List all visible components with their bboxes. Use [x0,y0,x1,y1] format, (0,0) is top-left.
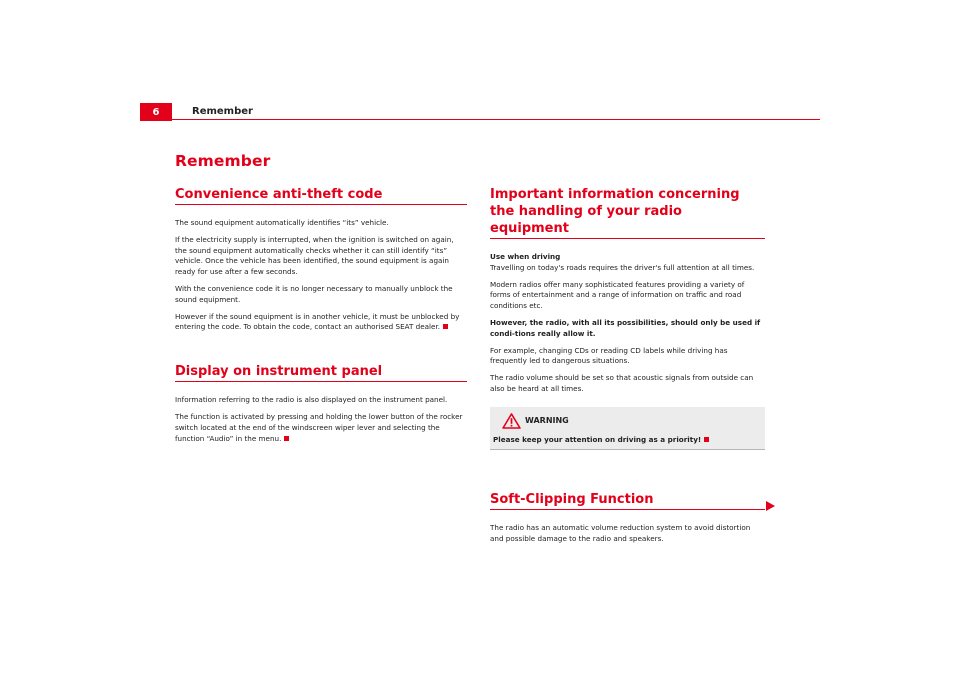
section-end-icon [443,324,448,329]
paragraph: The sound equipment automatically identifies “its” vehicle. [175,218,389,227]
subheading-use-when-driving: Use when driving [490,252,561,261]
paragraph [175,412,467,444]
warning-triangle-icon [502,413,521,429]
paragraph: The radio has an automatic volume reduction system to avoid distortion and possible damage to the radio and speakers. [490,522,751,543]
warning-header [493,413,762,429]
warning-text [493,435,762,445]
warning-label: WARNING [525,416,569,426]
paragraph: Travelling on today's roads requires the driver's full attention at all times. [490,262,755,272]
section-heading-anti-theft: Convenience anti-theft code [175,186,467,205]
section-heading-instrument-panel: Display on instrument panel [175,363,467,382]
paragraph-text: The function is activated by pressing and holding the lower button of the rocker switch located at the end of the windscreen wiper lever and selecting the function “Audio” in the menu. [175,411,463,443]
section-heading-soft-clipping: Soft-Clipping Function [490,491,765,510]
paragraph [175,312,467,334]
paragraph: Information referring to the radio is also displayed on the instrument panel. [175,395,448,405]
paragraph: With the convenience code it is no longer necessary to manually unblock the sound equipment. [175,283,453,304]
header-rule [140,119,820,120]
paragraph: Modern radios offer many sophisticated features providing a variety of forms of entertainment and a range of information on traffic and road conditions etc. [490,279,745,311]
warning-box [490,407,765,450]
section-end-icon [284,436,289,441]
paragraph-text: However if the sound equipment is in another vehicle, it must be unblocked by entering the code. To obtain the code, contact an authorised SEAT dealer. [175,311,460,332]
continue-arrow-icon [766,501,775,511]
bold-paragraph: However, the radio, with all its possibilities, should only be used if condi-tions really allow it. [490,317,761,338]
left-column [175,186,467,450]
paragraph: The radio volume should be set so that acoustic signals from outside can also be heard at all times. [490,373,754,393]
chapter-title: Remember [175,152,271,170]
section-heading-important-information: Important information concerning the handling of your radio equipment [490,186,765,239]
warning-text-content: Please keep your attention on driving as a priority! [493,434,702,444]
paragraph: If the electricity supply is interrupted, when the ignition is switched on again, the sound equipment automatically checks whether it can still identify “its” vehicle. Once the vehicle has been identified, the sound equipment is again ready for use after a few seconds. [175,234,454,277]
page-number: 6 [140,103,172,121]
section-end-icon [704,437,709,442]
running-title: Remember [192,106,253,117]
paragraph: For example, changing CDs or reading CD labels while driving has frequently led to dangerous situations. [490,345,728,366]
right-column [490,186,765,550]
